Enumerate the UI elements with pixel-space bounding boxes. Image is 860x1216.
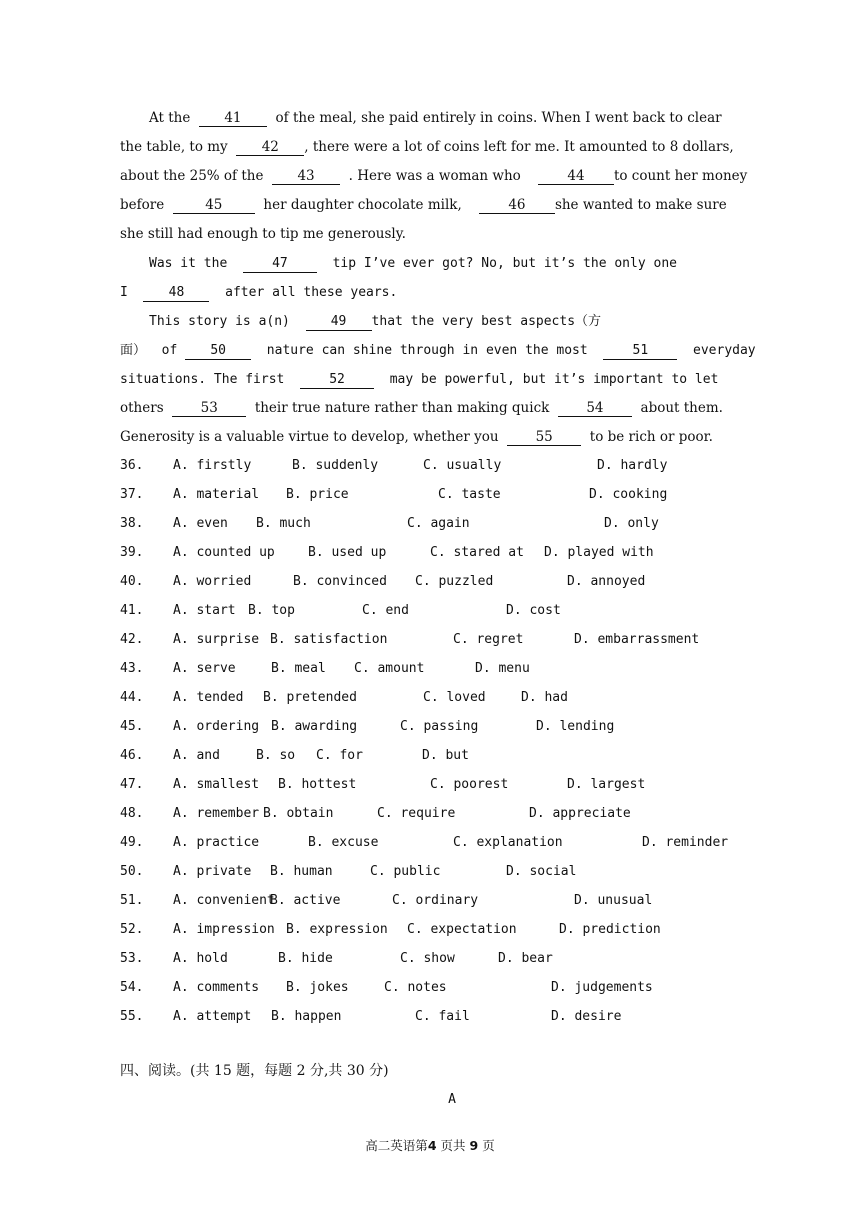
- option-row: [120, 770, 760, 799]
- option-c: C. notes: [384, 980, 447, 995]
- passage-line: others 53 their true nature rather than making quick 54 about them.: [120, 400, 723, 416]
- question-number: 53.: [120, 951, 144, 966]
- option-c: C. puzzled: [415, 574, 494, 589]
- question-number: 44.: [120, 690, 144, 705]
- option-c: C. regret: [453, 632, 524, 647]
- option-c: C. show: [400, 951, 455, 966]
- blank-48: 48: [143, 285, 209, 302]
- option-c: C. passing: [400, 719, 479, 734]
- blank-43: 43: [272, 168, 340, 185]
- passage-line: This story is a(n) 49 that the very best aspects（方: [149, 314, 602, 329]
- blank-42: 42: [236, 139, 304, 156]
- option-a: A. practice: [173, 835, 260, 850]
- option-a: A. even: [173, 516, 228, 531]
- option-d: D. annoyed: [567, 574, 646, 589]
- option-b: B. much: [256, 516, 311, 531]
- option-d: D. hardly: [597, 458, 668, 473]
- option-a: A. attempt: [173, 1009, 252, 1024]
- option-c: C. taste: [438, 487, 501, 502]
- option-a: A. remember: [173, 806, 260, 821]
- option-c: C. loved: [423, 690, 486, 705]
- option-b: B. human: [270, 864, 333, 879]
- option-a: A. worried: [173, 574, 252, 589]
- option-c: C. expectation: [407, 922, 517, 937]
- option-b: B. so: [256, 748, 296, 763]
- question-number: 43.: [120, 661, 144, 676]
- option-row: [120, 944, 760, 973]
- option-a: A. private: [173, 864, 252, 879]
- option-b: B. jokes: [286, 980, 349, 995]
- option-a: A. comments: [173, 980, 260, 995]
- option-row: [120, 799, 760, 828]
- option-d: D. embarrassment: [574, 632, 700, 647]
- option-c: C. usually: [423, 458, 502, 473]
- blank-45: 45: [173, 197, 255, 214]
- option-c: C. amount: [354, 661, 425, 676]
- option-b: B. excuse: [308, 835, 379, 850]
- option-row: [120, 480, 760, 509]
- option-b: B. obtain: [263, 806, 334, 821]
- option-a: A. firstly: [173, 458, 252, 473]
- option-d: D. played with: [544, 545, 654, 560]
- passage-line: about the 25% of the 43 . Here was a woman who 44 to count her money: [120, 168, 748, 184]
- option-d: D. cost: [506, 603, 561, 618]
- option-row: [120, 567, 760, 596]
- blank-52: 52: [300, 372, 374, 389]
- option-a: A. convenient: [173, 893, 275, 908]
- option-row: [120, 654, 760, 683]
- option-c: C. for: [316, 748, 363, 763]
- question-number: 36.: [120, 458, 144, 473]
- option-d: D. unusual: [574, 893, 653, 908]
- option-a: A. hold: [173, 951, 228, 966]
- option-row: [120, 886, 760, 915]
- option-row: [120, 509, 760, 538]
- question-number: 48.: [120, 806, 144, 821]
- option-row: [120, 683, 760, 712]
- option-b: B. hide: [278, 951, 333, 966]
- option-d: D. appreciate: [529, 806, 631, 821]
- option-c: C. fail: [415, 1009, 470, 1024]
- option-d: D. prediction: [559, 922, 661, 937]
- option-a: A. smallest: [173, 777, 260, 792]
- option-c: C. stared at: [430, 545, 524, 560]
- option-b: B. satisfaction: [270, 632, 388, 647]
- question-number: 54.: [120, 980, 144, 995]
- passage-line: before 45 her daughter chocolate milk, 46 she wanted to make sure: [120, 197, 727, 213]
- question-number: 49.: [120, 835, 144, 850]
- option-b: B. awarding: [271, 719, 358, 734]
- option-c: C. again: [407, 516, 470, 531]
- option-b: B. expression: [286, 922, 388, 937]
- option-d: D. had: [521, 690, 568, 705]
- blank-44: 44: [538, 168, 614, 185]
- option-row: [120, 973, 760, 1002]
- passage-line: she still had enough to tip me generously.: [120, 226, 406, 242]
- option-b: B. active: [270, 893, 341, 908]
- option-a: A. impression: [173, 922, 275, 937]
- question-number: 45.: [120, 719, 144, 734]
- blank-50: 50: [185, 343, 251, 360]
- option-d: D. lending: [536, 719, 615, 734]
- option-d: D. bear: [498, 951, 553, 966]
- option-row: [120, 625, 760, 654]
- blank-49: 49: [306, 314, 372, 331]
- passage-line: At the 41 of the meal, she paid entirely in coins. When I went back to clear: [149, 110, 722, 126]
- question-number: 39.: [120, 545, 144, 560]
- passage-line: Was it the 47 tip I’ve ever got? No, but it’s the only one: [149, 256, 677, 271]
- question-number: 38.: [120, 516, 144, 531]
- option-c: C. require: [377, 806, 456, 821]
- blank-46: 46: [479, 197, 555, 214]
- option-c: C. poorest: [430, 777, 509, 792]
- question-number: 55.: [120, 1009, 144, 1024]
- option-a: A. surprise: [173, 632, 260, 647]
- passage-line: I 48 after all these years.: [120, 285, 398, 300]
- blank-47: 47: [243, 256, 317, 273]
- blank-41: 41: [199, 110, 267, 127]
- option-row: [120, 596, 760, 625]
- option-b: B. hottest: [278, 777, 357, 792]
- question-number: 42.: [120, 632, 144, 647]
- option-b: B. suddenly: [292, 458, 379, 473]
- blank-51: 51: [603, 343, 677, 360]
- blank-55: 55: [507, 429, 581, 446]
- option-b: B. price: [286, 487, 349, 502]
- part-label: A: [448, 1092, 456, 1107]
- option-a: A. counted up: [173, 545, 275, 560]
- option-b: B. meal: [271, 661, 326, 676]
- section-heading: 四、阅读。(共 15 题，每题 2 分,共 30 分): [120, 1063, 389, 1079]
- option-row: [120, 451, 760, 480]
- option-a: A. serve: [173, 661, 236, 676]
- option-row: [120, 1002, 760, 1031]
- option-a: A. tended: [173, 690, 244, 705]
- option-c: C. public: [370, 864, 441, 879]
- option-row: [120, 538, 760, 567]
- option-a: A. and: [173, 748, 220, 763]
- option-b: B. top: [248, 603, 295, 618]
- option-a: A. ordering: [173, 719, 260, 734]
- option-d: D. but: [422, 748, 469, 763]
- option-d: D. menu: [475, 661, 530, 676]
- option-row: [120, 828, 760, 857]
- option-d: D. social: [506, 864, 577, 879]
- option-b: B. convinced: [293, 574, 387, 589]
- passage-line: Generosity is a valuable virtue to develop, whether you 55 to be rich or poor.: [120, 429, 713, 445]
- option-d: D. only: [604, 516, 659, 531]
- option-b: B. used up: [308, 545, 387, 560]
- option-a: A. material: [173, 487, 260, 502]
- passage-line: 面） of 50 nature can shine through in even the most 51 everyday: [120, 343, 756, 358]
- option-row: [120, 915, 760, 944]
- option-c: C. end: [362, 603, 409, 618]
- question-number: 46.: [120, 748, 144, 763]
- option-b: B. pretended: [263, 690, 357, 705]
- option-d: D. cooking: [589, 487, 668, 502]
- question-number: 37.: [120, 487, 144, 502]
- question-number: 41.: [120, 603, 144, 618]
- passage-line: situations. The first 52 may be powerful, but it’s important to let: [120, 372, 719, 387]
- option-c: C. ordinary: [392, 893, 479, 908]
- page-footer: 高二英语第4 页共 9 页: [365, 1138, 495, 1153]
- option-d: D. desire: [551, 1009, 622, 1024]
- question-number: 51.: [120, 893, 144, 908]
- option-a: A. start: [173, 603, 236, 618]
- option-c: C. explanation: [453, 835, 563, 850]
- blank-53: 53: [172, 400, 246, 417]
- question-number: 40.: [120, 574, 144, 589]
- option-d: D. reminder: [642, 835, 729, 850]
- question-number: 50.: [120, 864, 144, 879]
- option-d: D. largest: [567, 777, 646, 792]
- option-row: [120, 712, 760, 741]
- option-row: [120, 741, 760, 770]
- option-b: B. happen: [271, 1009, 342, 1024]
- question-number: 52.: [120, 922, 144, 937]
- passage-line: the table, to my 42 , there were a lot of coins left for me. It amounted to 8 dollars,: [120, 139, 734, 155]
- option-d: D. judgements: [551, 980, 653, 995]
- blank-54: 54: [558, 400, 632, 417]
- question-number: 47.: [120, 777, 144, 792]
- option-row: [120, 857, 760, 886]
